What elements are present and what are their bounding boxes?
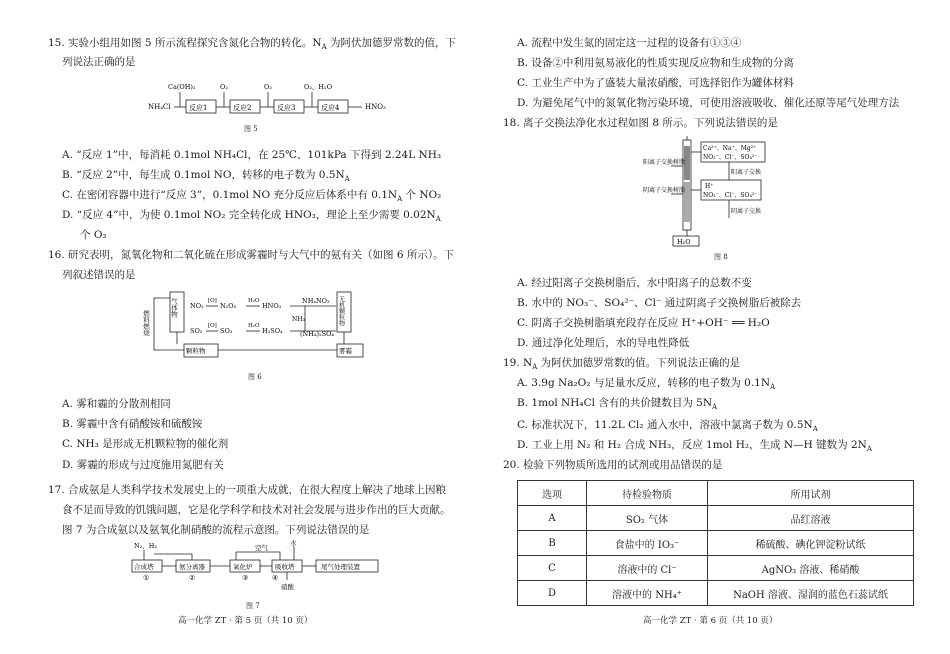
- table-cell: C: [518, 556, 587, 581]
- q18-option-b: B. 水中的 NO₃⁻、SO₄²⁻、Cl⁻ 通过阴离子交换树脂后被除去: [517, 297, 802, 309]
- table-cell: B: [518, 531, 587, 556]
- table-cell: AgNO₃ 溶液、稀硝酸: [708, 556, 914, 581]
- fig6-caption: 图 6: [248, 373, 262, 381]
- figure-5: [140, 78, 390, 118]
- q16-stem-line2: 列叙述错误的是: [62, 269, 136, 281]
- table-cell: 稀硫酸、碘化钾淀粉试纸: [708, 531, 914, 556]
- q15-option-a: A. “反应 1”中，每消耗 0.1mol NH₄Cl，在 25℃、101kPa 下得到 2.24L NH₃: [62, 149, 442, 161]
- table-cell: NaOH 溶液、湿润的蓝色石蕊试纸: [708, 581, 914, 606]
- fig5-step-2: 反应2: [233, 104, 252, 112]
- fig7-water: 水: [290, 540, 297, 547]
- table-row: [518, 531, 914, 556]
- fig6-inorganic-label: 无机颗粒物: [337, 296, 345, 326]
- fig7-box-3: 氧化炉: [233, 563, 253, 571]
- figure-6: [140, 288, 380, 368]
- q19-stem: 19. $N_A$ 为阿伏加德罗常数的值。下列说法正确的是: [503, 357, 741, 372]
- table-cell: 溶液中的 Cl⁻: [587, 556, 708, 581]
- q16-option-a: A. 雾和霾的分散剂相同: [62, 398, 171, 410]
- fig8-ions-mid: NO₃⁻、Cl⁻、SO₄²⁻: [703, 192, 758, 199]
- fig6-nh3: NH₃: [292, 316, 305, 323]
- fig5-reagent-1: Ca(OH)₂: [168, 83, 196, 91]
- table-cell: D: [518, 581, 587, 606]
- fig8-cation-exchange: 阳离子交换: [731, 169, 762, 176]
- q17-option-d: D. 为避免尾气中的氮氧化物污染环境，可使用溶液吸收、催化还原等尾气处理方法: [517, 97, 900, 109]
- fig8-anion-label: 阴离子交换树脂: [643, 187, 686, 194]
- fig5-start: NH₄Cl: [148, 103, 171, 111]
- table-cell: SO₂ 气体: [587, 506, 708, 531]
- fig6-row2-1: [O]: [208, 323, 217, 329]
- fig5-step-4: 反应4: [321, 104, 340, 112]
- fig6-row1-1: [O]: [208, 298, 217, 304]
- table-header-cell: 选项: [518, 481, 587, 506]
- fig6-row1-5: NH₄NO₃: [302, 297, 330, 305]
- table-header-row: [518, 481, 914, 506]
- fig7-nitric: 硝酸: [281, 583, 294, 591]
- fig6-haze-label: 雾霾: [339, 347, 352, 355]
- fig7-num-2: ②: [189, 574, 196, 582]
- q19-option-c: C. 标准状况下，11.2L Cl₂ 通入水中，溶液中氯离子数为 $0.5N_A$: [517, 419, 818, 434]
- fig7-num-1: ①: [143, 574, 150, 582]
- fig8-ions-top: Ca²⁺、Na⁺、Mg²⁺: [703, 145, 757, 152]
- table-cell: A: [518, 506, 587, 531]
- q17-stem-line2: 食不足而导致的饥饿问题，它是化学科学和技术对社会发展与进步作出的巨大贡献。: [62, 504, 451, 516]
- table-row: [518, 581, 914, 606]
- table-row: [518, 506, 914, 531]
- fig8-ions-top2: NO₃⁻、Cl⁻、SO₄²⁻: [703, 154, 758, 161]
- q17-stem-line3: 图 7 为合成氨以及氨氧化制硝酸的流程示意图。下列说法错误的是: [62, 524, 370, 536]
- fig6-row1-2: N₂O₅: [220, 302, 237, 310]
- fig8-cation-label: 阳离子交换树脂: [643, 159, 686, 166]
- q15-stem-line1: 15. 实验小组用如图 5 所示流程探究含氮化合物的转化。$N_A$ 为阿伏加德罗常数的值，下: [48, 37, 456, 52]
- figure-8: [643, 136, 773, 248]
- fig6-particles-label: 颗粒物: [186, 347, 206, 355]
- q17-option-c: C. 工业生产中为了盛装大量浓硝酸，可选择铝作为罐体材料: [517, 77, 794, 89]
- fig8-h-ion: H⁺: [705, 183, 714, 190]
- q18-option-c: C. 阴离子交换树脂填充段存在反应 H⁺+OH⁻ ══ H₂O: [517, 317, 770, 329]
- q16-option-b: B. 雾霾中含有硝酸铵和硫酸铵: [62, 418, 203, 430]
- q19-option-b: B. 1mol NH₄Cl 含有的共价键数目为 $5N_A$: [517, 397, 718, 412]
- fig7-box-4: 吸收塔: [275, 563, 295, 571]
- fig7-box-1: 合成塔: [134, 563, 154, 571]
- fig5-caption: 图 5: [244, 125, 258, 133]
- fig7-num-4: ④: [272, 574, 279, 582]
- q18-option-a: A. 经过阳离子交换树脂后，水中阳离子的总数不变: [517, 277, 752, 289]
- q20-table: [517, 480, 914, 606]
- q15-stem-line2: 列说法正确的是: [62, 56, 136, 68]
- table-header-cell: 所用试剂: [708, 481, 914, 506]
- fig5-step-3: 反应3: [277, 104, 296, 112]
- q20-stem: 20. 检验下列物质所选用的试剂或用品错误的是: [503, 459, 723, 471]
- fig5-step-1: 反应1: [189, 104, 208, 112]
- fig6-row1-3: H₂O: [248, 298, 260, 304]
- q19-option-a: A. 3.9g Na₂O₂ 与足量水反应，转移的电子数为 $0.1N_A$: [517, 377, 776, 392]
- q16-option-c: C. NH₃ 是形成无机颗粒物的催化剂: [62, 438, 229, 450]
- q15-option-c: C. 在密闭容器中进行“反应 3”，0.1mol NO 充分反应后体系中有 $0.1N_A$ 个 NO₂: [62, 189, 442, 204]
- fig8-caption: 图 8: [714, 253, 728, 261]
- table-row: [518, 556, 914, 581]
- fig6-row2-3: H₂O: [248, 323, 260, 329]
- fig7-inputs: N₂、H₂: [134, 542, 158, 550]
- fig6-row2-4: H₂SO₄: [262, 327, 283, 335]
- fig6-row2-5: (NH₄)₂SO₄: [300, 330, 335, 338]
- fig6-row1-4: HNO₃: [262, 302, 282, 310]
- fig6-row2-2: SO₃: [220, 327, 233, 335]
- table-cell: 食盐中的 IO₃⁻: [587, 531, 708, 556]
- fig5-end: HNO₃: [365, 103, 386, 111]
- fig5-reagent-2: O₂: [220, 83, 228, 91]
- q15-option-d-cont: 个 O₂: [80, 229, 107, 241]
- q16-stem-line1: 16. 研究表明，氮氧化物和二氧化硫在形成雾霾时与大气中的氨有关（如图 6 所示）。下: [48, 249, 455, 261]
- table-cell: 溶液中的 NH₄⁺: [587, 581, 708, 606]
- q16-option-d: D. 雾霾的形成与过度施用氮肥有关: [62, 459, 224, 471]
- fig8-water: H₂O: [677, 238, 691, 246]
- fig5-reagent-3: O₂: [264, 83, 272, 91]
- fig6-row1-0: NO₂: [190, 302, 204, 310]
- fig7-num-3: ③: [242, 574, 249, 582]
- q15-option-d: D. “反应 4”中，为使 0.1mol NO₂ 完全转化成 HNO₃，理论上至少需要 $0.02N_A$: [62, 209, 441, 224]
- fig7-caption: 图 7: [246, 602, 260, 610]
- fig7-box-5: 尾气处理装置: [321, 563, 360, 571]
- fig7-box-2: 氨分离器: [179, 563, 205, 571]
- q17-option-b: B. 设备②中利用氨易液化的性质实现反应物和生成物的分离: [517, 57, 794, 69]
- q15-option-b: B. “反应 2”中，每生成 0.1mol NO，转移的电子数为 $0.5N_A$: [62, 169, 350, 184]
- q17-option-a: A. 流程中发生氮的固定这一过程的设备有①③④: [517, 37, 742, 49]
- q17-stem-line1: 17. 合成氨是人类科学技术发展史上的一项重大成就，在很大程度上解决了地球上因粮: [48, 484, 447, 496]
- fig8-anion-exchange: 阴离子交换: [731, 208, 762, 215]
- fig6-gas-label: 气体物: [170, 298, 178, 318]
- fig6-row2-0: SO₂: [190, 327, 203, 335]
- q19-option-d: D. 工业上用 N₂ 和 H₂ 合成 NH₃，反应 1mol H₂，生成 N—H 键数为 $2N_A$: [517, 439, 872, 454]
- fig7-air: 空气: [255, 544, 268, 552]
- left-footer: 高一化学 ZT · 第 5 页（共 10 页）: [178, 616, 313, 626]
- table-cell: 品红溶液: [708, 506, 914, 531]
- fig5-reagent-4: O₂、H₂O: [304, 83, 333, 91]
- q18-option-d: D. 通过净化处理后，水的导电性降低: [517, 337, 690, 349]
- table-header-cell: 待检验物质: [587, 481, 708, 506]
- fig6-fuel-label: 燃料燃烧: [142, 310, 150, 336]
- figure-7: [130, 540, 390, 596]
- right-footer: 高一化学 ZT · 第 6 页（共 10 页）: [643, 616, 778, 626]
- q18-stem: 18. 离子交换法净化水过程如图 8 所示。下列说法错误的是: [503, 117, 778, 129]
